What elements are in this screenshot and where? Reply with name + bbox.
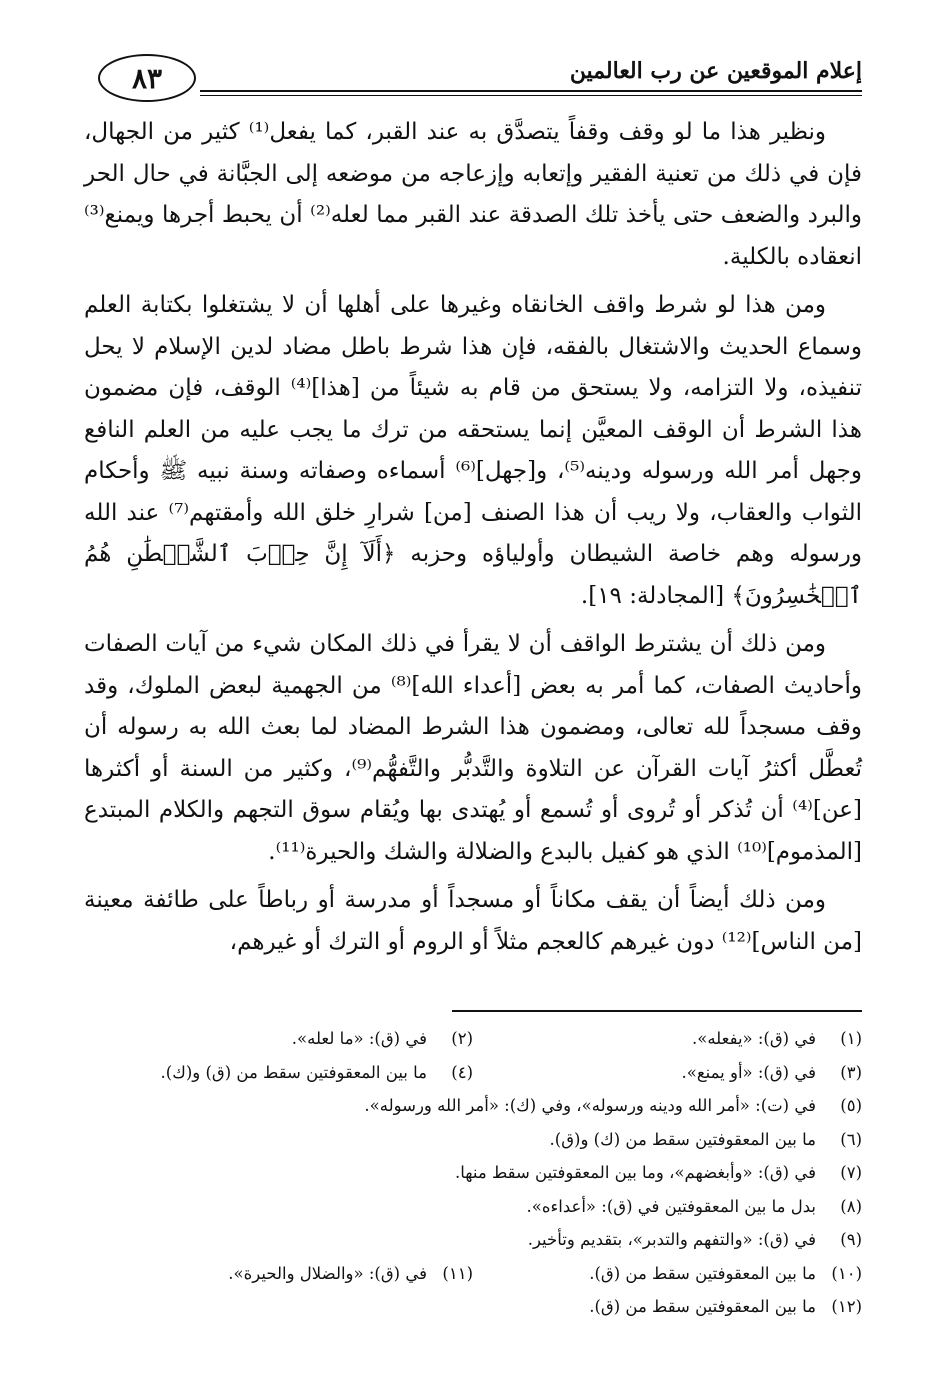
footnote-text: ما بين المعقوفتين سقط من (ك) و(ق).: [549, 1129, 816, 1149]
footnote-number: (٩): [840, 1230, 862, 1249]
header-rule-thin: [200, 95, 862, 96]
footnotes: [84, 1022, 862, 1324]
footnote-row: [84, 1257, 862, 1291]
footnote-text: في (ت): «أمر الله ودينه ورسوله»، وفي (ك): «أمر الله ورسوله».: [364, 1096, 816, 1115]
footnote: [84, 1056, 473, 1090]
footnote-text: في (ق): «يفعله».: [691, 1029, 816, 1048]
footnote: [473, 1056, 862, 1090]
page-number-oval: [98, 54, 196, 102]
footnote-number: (١٠): [831, 1263, 862, 1283]
footnote-text: ما بين المعقوفتين سقط من (ق) و(ك).: [160, 1062, 427, 1082]
footnote-text: في (ق): «والتفهم والتدبر»، بتقديم وتأخير.: [527, 1230, 816, 1249]
footnote: [84, 1257, 473, 1291]
footnote: [84, 1156, 862, 1190]
footnote: [473, 1257, 862, 1291]
footnote-text: ما بين المعقوفتين سقط من (ق).: [589, 1297, 816, 1316]
footnote-text: ما بين المعقوفتين سقط من (ق).: [589, 1263, 816, 1283]
paragraph: ومن ذلك أيضاً أن يقف مكاناً أو مسجداً أو مدرسة أو رباطاً على طائفة معينة [من الناس]⁽¹²⁾ دون غيرهم كالعجم مثلاً أو الروم أو الترك أو غيرهم،: [84, 887, 862, 955]
footnote-text: في (ق): «ما لعله».: [291, 1029, 427, 1048]
footnote-text: في (ق): «والضلال والحيرة».: [228, 1263, 427, 1283]
page-header: [90, 48, 862, 98]
footnote-number: (٧): [840, 1163, 862, 1182]
footnote-number: (٤): [451, 1062, 473, 1082]
footnote-number: (٥): [840, 1096, 862, 1115]
footnote-text: في (ق): «وأبغضهم»، وما بين المعقوفتين سقط منها.: [455, 1163, 816, 1182]
footnote-row: [84, 1022, 862, 1056]
main-text: [84, 112, 862, 963]
footnote-number: (٨): [840, 1196, 862, 1216]
footnote-text: في (ق): «أو يمنع».: [681, 1062, 816, 1082]
paragraph: ومن ذلك أن يشترط الواقف أن لا يقرأ في ذلك المكان شيء من آيات الصفات وأحاديث الصفات، كما أمر به بعض [أعداء الله]⁽⁸⁾ من الجهمية لبعض الملوك، وقد وقف مسجداً لله تعالى، ومضمون هذا الشرط المضاد لما بعث الله به رسوله أن تُعطَّل أكثرُ آيات القرآن عن التلاوة والتَّدبُّر والتَّفهُّم⁽⁹⁾، وكثير من السنة أو أكثرها [عن]⁽⁴⁾ أن تُذكر أو تُروى أو تُسمع أو يُهتدى بها ويُقام سوق التجهم والكلام المبتدع [المذموم]⁽¹⁰⁾ الذي هو كفيل بالبدع والضلالة والشك والحيرة⁽¹¹⁾.: [84, 631, 862, 865]
footnote-row: [84, 1056, 862, 1090]
footnote-text: بدل ما بين المعقوفتين في (ق): «أعداءه».: [526, 1196, 816, 1216]
footnote-separator: [452, 1010, 862, 1012]
footnote-number: (٢): [451, 1029, 473, 1048]
footnote: [84, 1223, 862, 1257]
footnote: [84, 1190, 862, 1224]
page-number: ٨٣: [131, 61, 163, 95]
paragraph: ونظير هذا ما لو وقف وقفاً يتصدَّق به عند القبر، كما يفعل⁽¹⁾ كثير من الجهال، فإن في ذلك من تعنية الفقير وإتعابه وإزعاجه من موضعه إلى الجبَّانة في حال الحر والبرد والضعف حتى يأخذ تلك الصدقة عند القبر مما لعله⁽²⁾ أن يحبط أجرها ويمنع⁽³⁾ انعقاده بالكلية.: [84, 119, 862, 270]
footnote-number: (١١): [442, 1263, 473, 1283]
footnote: [84, 1089, 862, 1123]
header-rule: [200, 90, 862, 92]
footnote-number: (١): [840, 1029, 862, 1048]
footnote: [84, 1123, 862, 1157]
footnote-number: (٣): [840, 1062, 862, 1082]
footnote-number: (٦): [840, 1129, 862, 1149]
footnote: [84, 1290, 862, 1324]
footnote: [473, 1022, 862, 1056]
footnote-number: (١٢): [831, 1297, 862, 1316]
running-title: إعلام الموقعين عن رب العالمين: [569, 58, 862, 84]
footnote: [84, 1022, 473, 1056]
paragraph: ومن هذا لو شرط واقف الخانقاه وغيرها على أهلها أن لا يشتغلوا بكتابة العلم وسماع الحديث والاشتغال بالفقه، فإن هذا شرط باطل مضاد لدين الإسلام لا يحل تنفيذه، ولا التزامه، ولا يستحق من قام به شيئاً من [هذا]⁽⁴⁾ الوقف، فإن مضمون هذا الشرط أن الوقف المعيَّن إنما يستحقه من ترك ما يجب عليه من العلم النافع وجهل أمر الله ورسوله ودينه⁽⁵⁾، و[جهل]⁽⁶⁾ أسماءه وصفاته وسنة نبيه ﷺ وأحكام الثواب والعقاب، ولا ريب أن هذا الصنف [من] شرارِ خلق الله وأمقتهم⁽⁷⁾ عند الله ورسوله وهم خاصة الشيطان وأولياؤه وحزبه ﴿أَلَآ إِنَّ حِزۡبَ ٱلشَّيۡطَٰنِ هُمُ ٱلۡخَٰسِرُونَ﴾ [المجادلة: ١٩].: [84, 292, 863, 609]
